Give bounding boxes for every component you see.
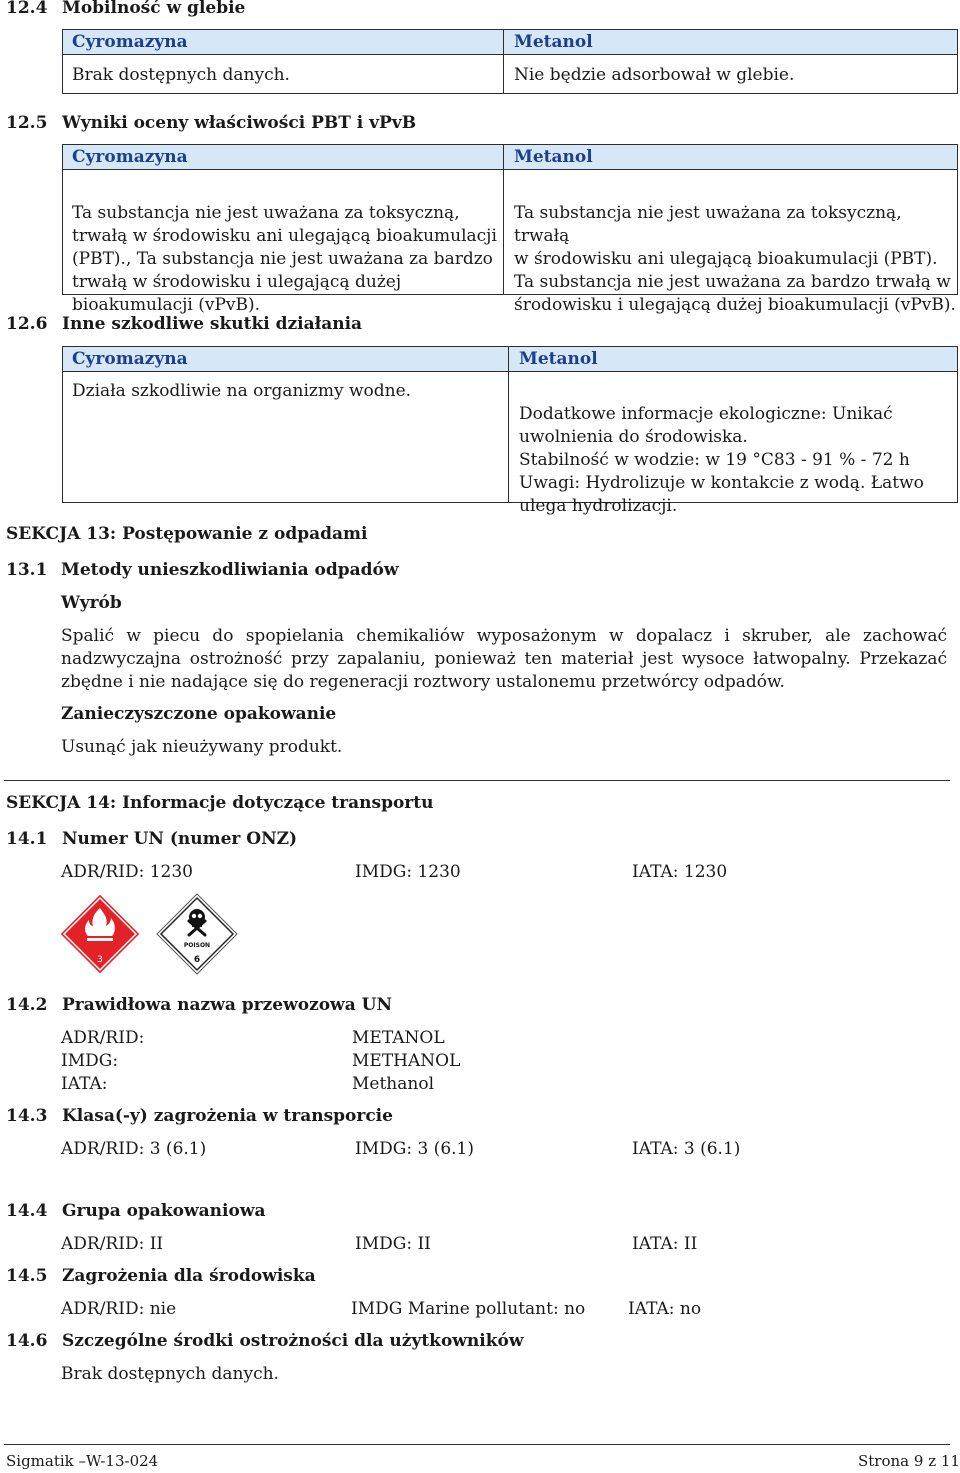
- column-divider: [503, 29, 504, 94]
- row-value: METHANOL: [352, 1051, 461, 1071]
- value-iata: IATA: 3 (6.1): [632, 1139, 741, 1159]
- section-title: Zagrożenia dla środowiska: [62, 1266, 316, 1286]
- paragraph: Usunąć jak nieużywany produkt.: [61, 737, 343, 757]
- row-value: METANOL: [352, 1028, 445, 1048]
- value-adr: ADR/RID: 1230: [61, 862, 193, 882]
- row-label: ADR/RID:: [61, 1028, 145, 1048]
- cell-text: Brak dostępnych danych.: [72, 65, 290, 85]
- cell-text: Nie będzie adsorbował w glebie.: [514, 65, 795, 85]
- table-header: [62, 29, 958, 55]
- section-heading: SEKCJA 13: Postępowanie z odpadami: [6, 524, 368, 544]
- value-iata: IATA: no: [628, 1299, 702, 1319]
- value-imdg: IMDG: II: [355, 1234, 431, 1254]
- value-imdg: IMDG: 3 (6.1): [355, 1139, 474, 1159]
- column-header-cyromazyna: Cyromazyna: [72, 147, 188, 167]
- value-adr: ADR/RID: nie: [61, 1299, 177, 1319]
- row-value: Methanol: [352, 1074, 435, 1094]
- section-number: 12.4: [6, 0, 48, 18]
- section-title: Inne szkodliwe skutki działania: [62, 314, 363, 334]
- subheading: Wyrób: [61, 593, 122, 613]
- column-header-metanol: Metanol: [514, 147, 593, 167]
- cell-text: Dodatkowe informacje ekologiczne: Unikać uwolnienia do środowiska. Stabilność w wodzie: w 19 °C83 - 91 % - 72 h Uwagi: Hydrolizuje w kontakcie z wodą. Łatwo ulega hydrolizacji.: [519, 404, 924, 516]
- cell-text: Działa szkodliwie na organizmy wodne.: [72, 381, 412, 401]
- column-header-metanol: Metanol: [514, 32, 593, 52]
- class-label: 6: [193, 955, 201, 965]
- pictogram-text: POISON: [183, 942, 211, 949]
- section-number: 14.4: [6, 1201, 48, 1221]
- footer-document-id: Sigmatik –W-13-024: [6, 1452, 159, 1470]
- table-header: [62, 346, 958, 372]
- row-label: IMDG:: [61, 1051, 119, 1071]
- section-number: 14.6: [6, 1331, 48, 1351]
- cell-text: Ta substancja nie jest uważana za toksyczną, trwałą w środowisku ani ulegającą bioakumulacji (PBT). Ta substancja nie jest uważana za bardzo trwałą w środowisku i ulegającą dużej bioakumulacji (vPvB).: [514, 203, 956, 315]
- section-title: Metody unieszkodliwiania odpadów: [61, 560, 399, 580]
- section-number: 14.2: [6, 995, 48, 1015]
- footer-page-number: Strona 9 z 11: [858, 1452, 960, 1470]
- column-header-cyromazyna: Cyromazyna: [72, 32, 188, 52]
- paragraph: Spalić w piecu do spopielania chemikaliów wyposażonym w dopalacz i skruber, ale zachować nadzwyczajna ostrożność przy zapalaniu, ponieważ ten materiał jest wysoce łatwopalny. Przekazać zbędne i nie nadające się do regeneracji roztwory ustalonemu przetwórcy odpadów.: [61, 626, 947, 692]
- value-iata: IATA: II: [632, 1234, 698, 1254]
- section-title: Grupa opakowaniowa: [62, 1201, 266, 1221]
- class-label: 3: [97, 955, 103, 965]
- section-number: 13.1: [6, 560, 48, 580]
- section-number: 14.1: [6, 829, 48, 849]
- poison-pictogram: [155, 892, 239, 976]
- value-imdg: IMDG Marine pollutant: no: [351, 1299, 586, 1319]
- divider: [4, 780, 950, 781]
- column-divider: [503, 144, 504, 295]
- column-divider: [508, 346, 509, 503]
- value-adr: ADR/RID: 3 (6.1): [61, 1139, 207, 1159]
- paragraph: Brak dostępnych danych.: [61, 1364, 279, 1384]
- subheading: Zanieczyszczone opakowanie: [61, 704, 337, 724]
- section-title: Numer UN (numer ONZ): [62, 829, 298, 849]
- column-header-cyromazyna: Cyromazyna: [72, 349, 188, 369]
- table-header: [62, 144, 958, 170]
- section-number: 14.3: [6, 1106, 48, 1126]
- value-iata: IATA: 1230: [632, 862, 728, 882]
- row-label: IATA:: [61, 1074, 108, 1094]
- value-imdg: IMDG: 1230: [355, 862, 461, 882]
- section-title: Wyniki oceny właściwości PBT i vPvB: [62, 113, 417, 133]
- section-number: 12.6: [6, 314, 48, 334]
- column-header-metanol: Metanol: [519, 349, 598, 369]
- section-heading: SEKCJA 14: Informacje dotyczące transportu: [6, 793, 434, 813]
- footer-divider: [4, 1444, 950, 1445]
- flammable-pictogram: [58, 892, 142, 976]
- section-title: Prawidłowa nazwa przewozowa UN: [62, 995, 392, 1015]
- section-title: Mobilność w glebie: [62, 0, 246, 18]
- section-number: 12.5: [6, 113, 48, 133]
- section-title: Szczególne środki ostrożności dla użytkowników: [62, 1331, 524, 1351]
- section-title: Klasa(-y) zagrożenia w transporcie: [62, 1106, 393, 1126]
- section-number: 14.5: [6, 1266, 48, 1286]
- value-adr: ADR/RID: II: [61, 1234, 164, 1254]
- cell-text: Ta substancja nie jest uważana za toksyczną, trwałą w środowisku ani ulegającą bioakumulacji (PBT)., Ta substancja nie jest uważana za bardzo trwałą w środowisku i ulegającą dużej bioakumulacji (vPvB).: [72, 203, 497, 315]
